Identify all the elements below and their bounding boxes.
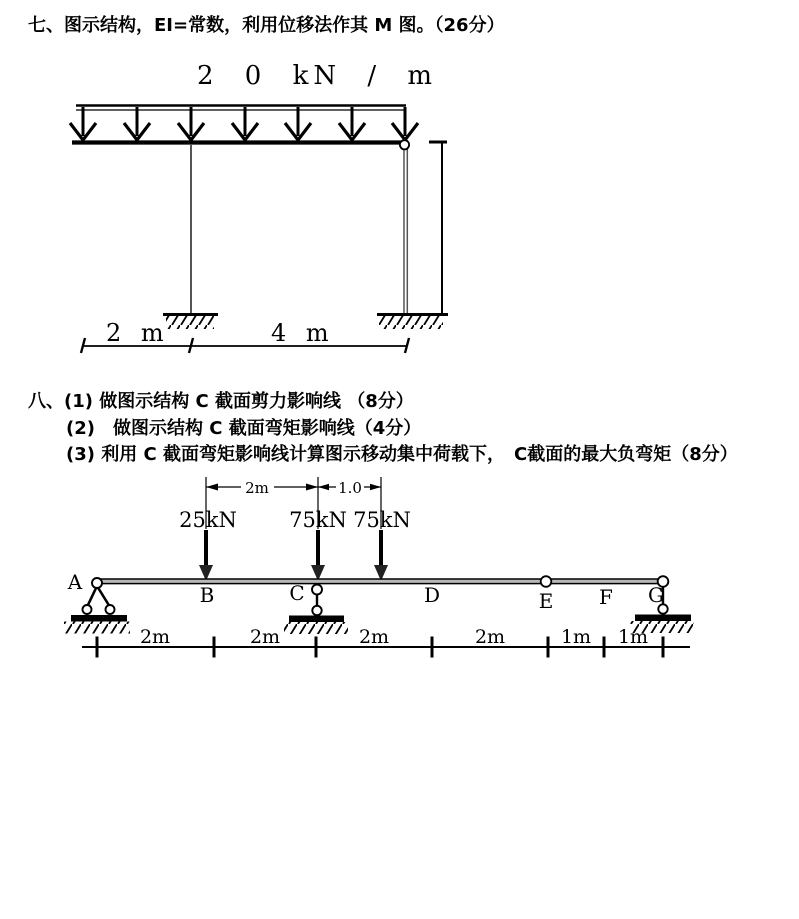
hinge-E-icon: [541, 576, 552, 587]
load-arrow: [70, 107, 418, 140]
load-label-25kN: 25kN: [179, 508, 237, 532]
point-label-C: C: [289, 581, 305, 605]
point-label-D: D: [423, 583, 441, 607]
bottom-dim-label: 1m: [617, 626, 649, 648]
frame-dim-label-right: 4 m: [271, 319, 335, 347]
bottom-dim-label: 2m: [358, 626, 390, 648]
problem8-line2: (2) 做图示结构 C 截面弯矩影响线（4分）: [66, 418, 422, 439]
problem8-line3: (3) 利用 C 截面弯矩影响线计算图示移动集中荷载下， C截面的最大负弯矩（8分）: [66, 444, 738, 465]
frame-right-link: [429, 142, 447, 314]
distributed-load: [70, 106, 418, 141]
problem7-title: 七、图示结构，EI=常数，利用位移法作其 M 图。（26分）: [28, 15, 505, 36]
point-label-A: A: [67, 570, 83, 594]
top-dim-label-1-0: 1.0: [338, 479, 362, 497]
frame-load-label: 2 0 kN / m: [197, 61, 438, 91]
beam-diagram: [0, 470, 760, 685]
frame-right-column: [404, 147, 407, 313]
load-arrow-25kN: [199, 530, 213, 581]
load-arrow-75kN-2: [374, 530, 388, 581]
frame-diagram: [0, 50, 520, 370]
point-label-G: G: [648, 583, 664, 607]
bottom-dim-label: 1m: [560, 626, 592, 648]
problem8-line1: 八、(1) 做图示结构 C 截面剪力影响线 （8分）: [28, 391, 414, 412]
load-label-75kN-1: 75kN: [289, 508, 347, 532]
load-label-75kN-2: 75kN: [353, 508, 411, 532]
beam-member: [97, 579, 664, 584]
hinge-icon: [106, 605, 115, 614]
frame-dim-label-left: 2 m: [106, 319, 170, 347]
bottom-dim-label: 2m: [474, 626, 506, 648]
beam-column-hinge-icon: [400, 140, 409, 149]
hinge-icon: [312, 606, 321, 615]
point-label-B: B: [199, 583, 215, 607]
bottom-dim-label: 2m: [249, 626, 281, 648]
frame-left-fixed-support: [163, 315, 218, 330]
top-dim-label-2m: 2m: [245, 479, 269, 497]
frame-right-fixed-support: [377, 315, 448, 330]
hinge-icon: [312, 585, 322, 595]
load-arrow-75kN-1: [311, 530, 325, 581]
point-label-F: F: [599, 585, 613, 609]
hinge-icon: [92, 578, 102, 588]
hinge-icon: [83, 605, 92, 614]
point-label-E: E: [538, 589, 554, 613]
bottom-dim-label: 2m: [139, 626, 171, 648]
